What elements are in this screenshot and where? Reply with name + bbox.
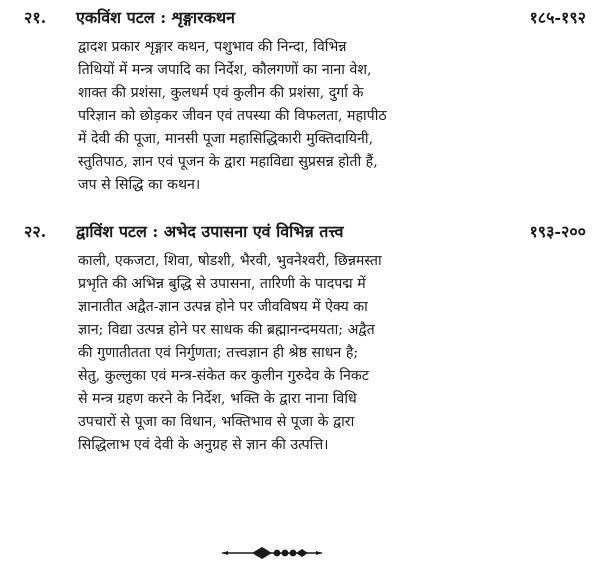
- text-line: सिद्धिलाभ एवं देवी के अनुग्रह से ज्ञान की उत्पत्ति।: [78, 437, 329, 453]
- section-heading-22: [24, 220, 586, 246]
- ornament-divider-icon: [222, 540, 322, 566]
- page-range: १८५-१९२: [529, 8, 586, 27]
- section-body-22: [78, 250, 586, 457]
- text-line: स्तुतिपाठ, ज्ञान एवं पूजन के द्वारा महाविद्या सुप्रसन्न होती हैं,: [78, 154, 378, 170]
- text-line: प्रभृति की अभिन्न बुद्धि से उपासना, तारिणी के पादपद्म में: [78, 276, 366, 292]
- section-heading-21: [24, 6, 586, 32]
- text-line: उपचारों से पूजा का विधान, भक्तिभाव से पूजा के द्वारा: [78, 414, 355, 430]
- text-line: सेतु, कुल्लुका एवं मन्त्र-संकेत कर कुलीन गुरुदेव के निकट: [78, 368, 369, 384]
- section-title: एकविंश पटल : शृङ्गारकथन: [76, 8, 236, 27]
- section-number: २२.: [24, 222, 47, 241]
- text-line: शाक्त की प्रशंसा, कुलधर्म एवं कुलीन की प्रशंसा, दुर्गा के: [78, 85, 364, 101]
- text-line: की गुणातीतता एवं निर्गुणता; तत्त्वज्ञान ही श्रेष्ठ साधन है;: [78, 345, 359, 361]
- section-title: द्वाविंश पटल : अभेद उपासना एवं विभिन्न तत्त्व: [76, 222, 344, 241]
- text-line: जप से सिद्धि का कथन।: [78, 177, 201, 193]
- text-line: में देवी की पूजा, मानसी पूजा महासिद्धिकारी मुक्तिदायिनी,: [78, 131, 374, 147]
- text-line: ज्ञान; विद्या उत्पन्न होने पर साधक की ब्रह्मानन्दमयता; अद्वैत: [78, 322, 375, 338]
- text-line: ज्ञानातीत अद्वैत-ज्ञान उत्पन्न होने पर जीवविषय में ऐक्य का: [78, 299, 368, 315]
- text-line: से मन्त्र ग्रहण करने के निर्देश, भक्ति के द्वारा नाना विधि: [78, 391, 357, 407]
- page-range: १९३-२००: [529, 222, 586, 241]
- section-number: २१.: [24, 8, 47, 27]
- section-body-21: [78, 36, 586, 197]
- text-line: काली, एकजटा, शिवा, षोडशी, भैरवी, भुवनेश्वरी, छिन्नमस्ता: [78, 253, 382, 269]
- text-line: तिथियों में मन्त्र जपादि का निर्देश, कौलगणों का नाना वेश,: [78, 62, 372, 78]
- text-line: द्वादश प्रकार शृङ्गार कथन, पशुभाव की निन्दा, विभिन्न: [78, 39, 347, 55]
- text-line: परिज्ञान को छोड़कर जीवन एवं तपस्या की विफलता, महापीठ: [78, 108, 387, 124]
